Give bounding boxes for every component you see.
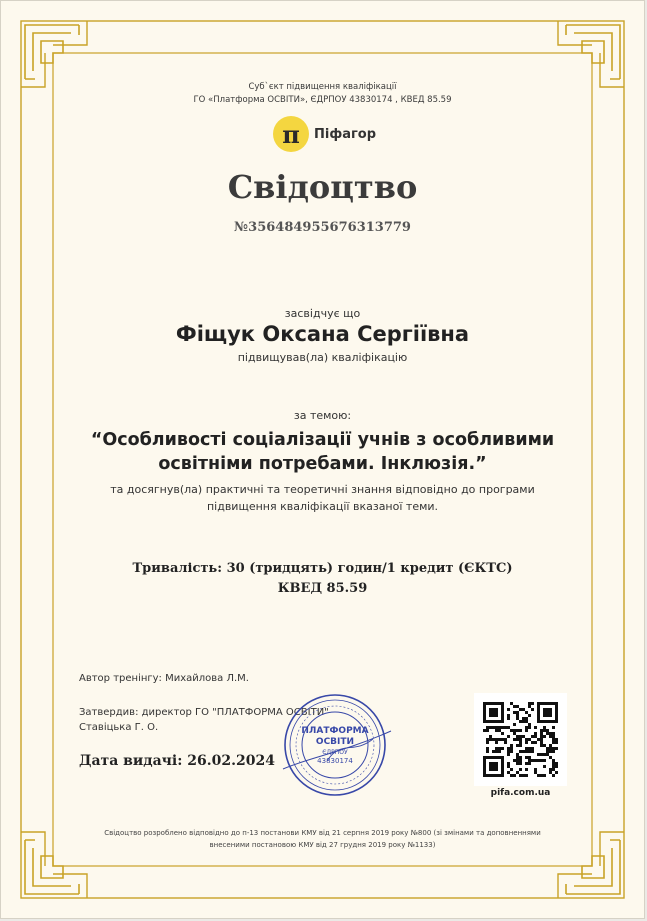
course-topic [1,428,644,476]
stamp-text-1: ПЛАТФОРМА [301,726,369,736]
topic-line-1: “Особливості соціалізації учнів з особливими [90,430,555,450]
kved-text: КВЕД 85.59 [277,581,368,596]
website-url[interactable]: pifa.com.ua [490,788,551,798]
gained-line-1: та досягнув(ла) практичні та теоретичні знання відповідно до програми [110,483,535,496]
issuer-line-1: Суб`єкт підвищення кваліфікації [248,82,397,92]
certifies-text: засвідчує що [284,307,361,320]
issuer-line-2: ГО «Платформа ОСВІТИ», ЄДРПОУ 43830174 , КВЕД 85.59 [193,95,452,105]
pifagor-logo [273,113,376,155]
pi-icon: π [273,116,309,152]
gained-line-2: підвищення кваліфікації вказаної теми. [206,500,439,513]
footnote-line-1: Свідоцтво розроблено відповідно до п-13 постанови КМУ від 21 серпня 2019 року №800 (зі змінами та доповненнями [104,829,541,837]
certificate-number: №356484955676313779 [234,220,411,235]
legal-footnote [1,827,644,851]
topic-line-2: освітніми потребами. Інклюзія.” [158,454,487,474]
stamp-text-3: ЄДРПОУ [322,749,348,756]
stamp-text-2: ОСВІТИ [315,737,355,747]
issuer-info [1,81,644,107]
official-stamp [281,691,393,799]
logo-name: Піфагор [314,126,377,142]
approved-line-1: Затвердив: директор ГО "ПЛАТФОРМА ОСВІТИ" [79,707,329,718]
recipient-name: Фіщук Оксана Сергіївна [175,322,470,346]
training-author: Автор тренінгу: Михайлова Л.М. [79,673,249,684]
stamp-text-4: 43830174 [317,757,353,765]
qr-code [474,693,567,786]
approved-line-2: Ставіцька Г. О. [79,722,159,733]
knowledge-statement [1,481,644,515]
duration-text: Тривалість: 30 (тридцять) годин/1 кредит (ЄКТС) [132,561,513,576]
certificate-title: Свідоцтво [227,168,418,206]
improved-text: підвищував(ла) кваліфікацію [237,351,408,364]
qr-code-image [474,693,567,786]
footnote-line-2: внесеними постановою КМУ від 27 грудня 2019 року №1133) [209,841,436,849]
duration-block [1,559,644,599]
topic-label: за темою: [293,409,352,422]
issue-date: Дата видачі: 26.02.2024 [79,753,275,769]
